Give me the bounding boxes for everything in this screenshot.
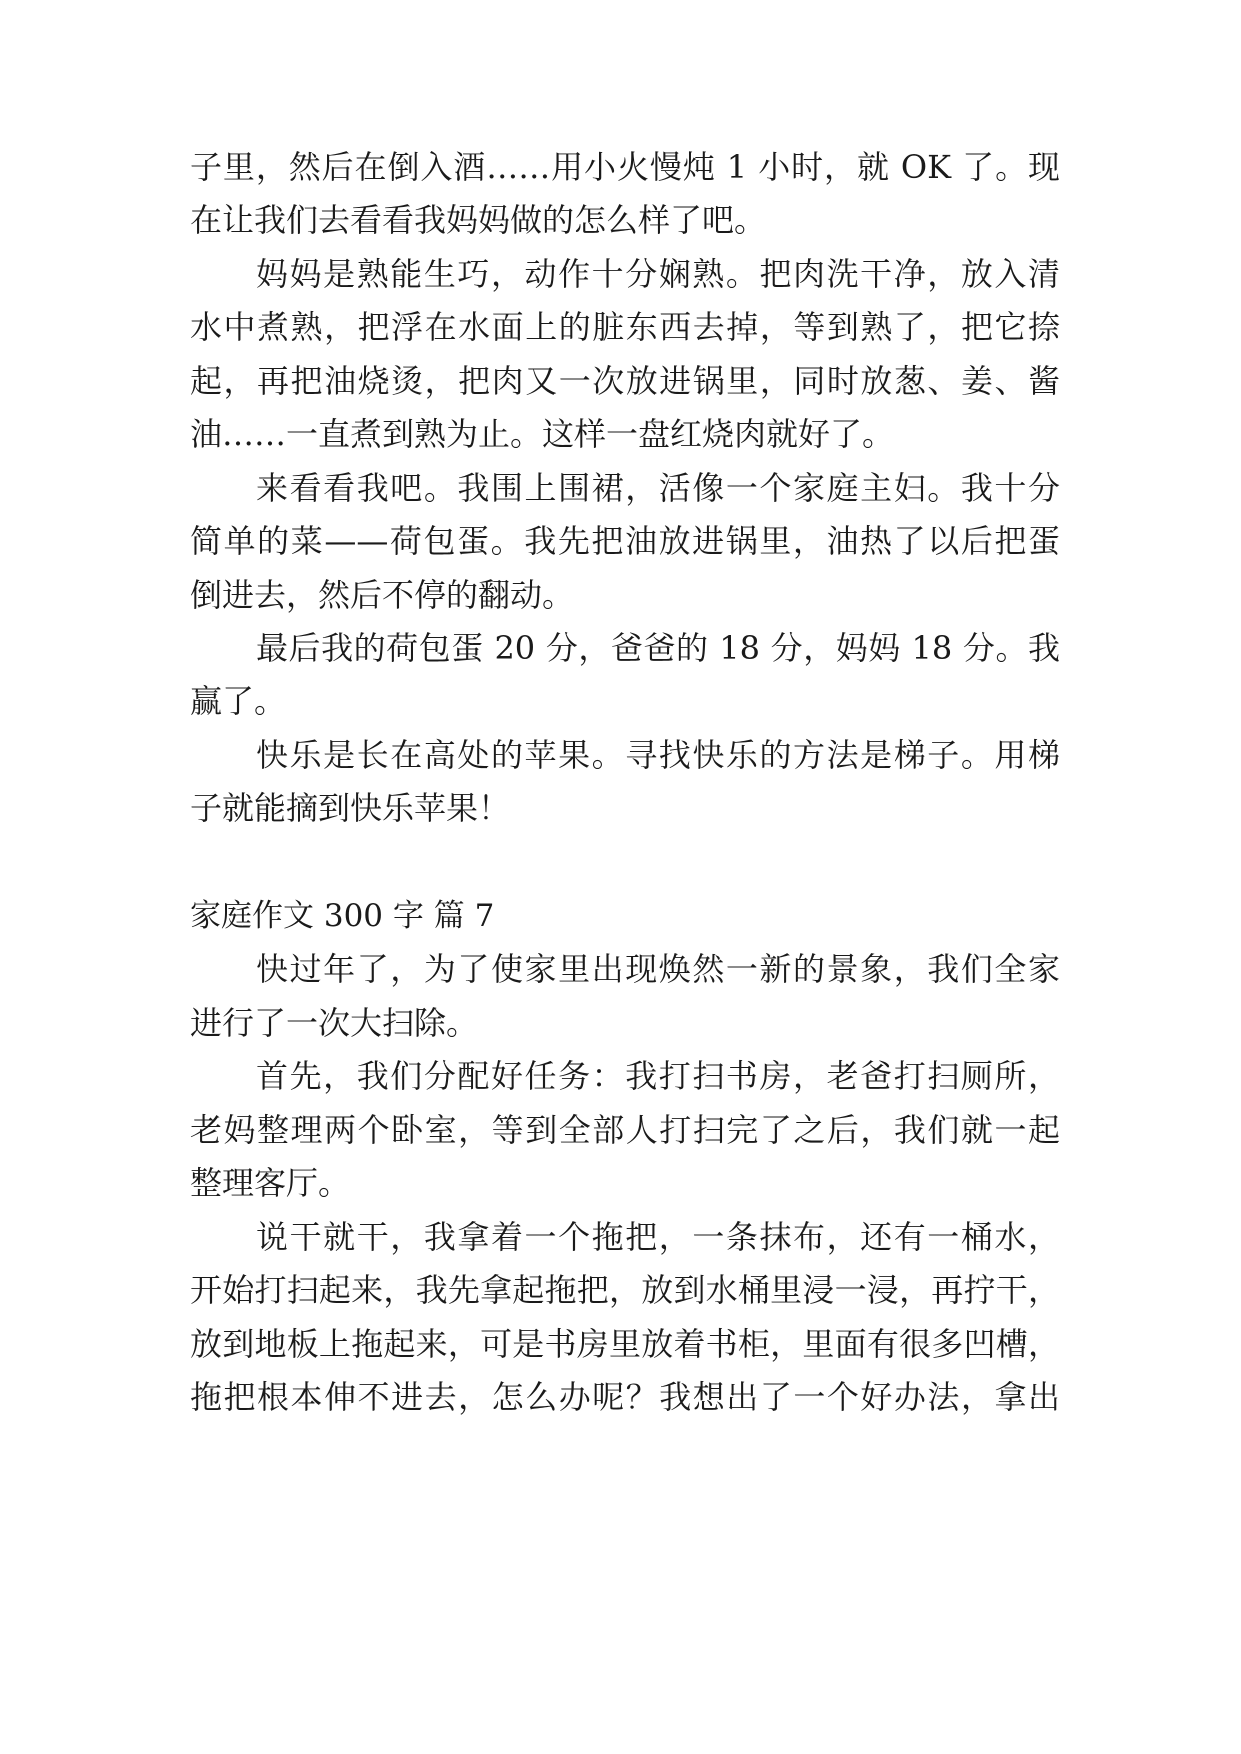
- paragraph-line: 水中煮熟，把浮在水面上的脏东西去掉，等到熟了，把它捺: [190, 308, 1060, 346]
- paragraph-line: 来看看我吧。我围上围裙，活像一个家庭主妇。我十分: [256, 469, 1060, 507]
- paragraph-line: 快乐是长在高处的苹果。寻找快乐的方法是梯子。用梯: [256, 736, 1060, 774]
- paragraph-line: 最后我的荷包蛋 20 分，爸爸的 18 分，妈妈 18 分。我: [256, 629, 1060, 667]
- paragraph-line: 起，再把油烧烫，把肉又一次放进锅里，同时放葱、姜、酱: [190, 362, 1060, 400]
- paragraph-line: 整理客厅。: [190, 1164, 351, 1202]
- section-heading: 家庭作文 300 字 篇 7: [190, 898, 495, 934]
- paragraph-line: 倒进去，然后不停的翻动。: [190, 576, 575, 614]
- paragraph-line: 子里，然后在倒入酒……用小火慢炖 1 小时，就 OK 了。现: [190, 148, 1060, 186]
- paragraph-line: 放到地板上拖起来，可是书房里放着书柜，里面有很多凹槽，: [190, 1325, 1060, 1363]
- paragraph-line: 赢了。: [190, 682, 287, 720]
- paragraph-line: 油……一直煮到熟为止。这样一盘红烧肉就好了。: [190, 415, 895, 453]
- paragraph-line: 说干就干，我拿着一个拖把，一条抹布，还有一桶水，: [256, 1218, 1060, 1256]
- paragraph-line: 子就能摘到快乐苹果！: [190, 789, 511, 827]
- paragraph-line: 进行了一次大扫除。: [190, 1004, 479, 1042]
- paragraph-line: 首先，我们分配好任务：我打扫书房，老爸打扫厕所，: [256, 1057, 1060, 1095]
- paragraph-line: 妈妈是熟能生巧，动作十分娴熟。把肉洗干净，放入清: [256, 255, 1060, 293]
- paragraph-line: 拖把根本伸不进去，怎么办呢？我想出了一个好办法，拿出: [190, 1378, 1060, 1416]
- paragraph-line: 老妈整理两个卧室，等到全部人打扫完了之后，我们就一起: [190, 1111, 1060, 1149]
- paragraph-line: 简单的菜——荷包蛋。我先把油放进锅里，油热了以后把蛋: [190, 522, 1060, 560]
- paragraph-line: 快过年了，为了使家里出现焕然一新的景象，我们全家: [256, 950, 1060, 988]
- paragraph-line: 在让我们去看看我妈妈做的怎么样了吧。: [190, 201, 767, 239]
- paragraph-line: 开始打扫起来，我先拿起拖把，放到水桶里浸一浸，再拧干，: [190, 1271, 1060, 1309]
